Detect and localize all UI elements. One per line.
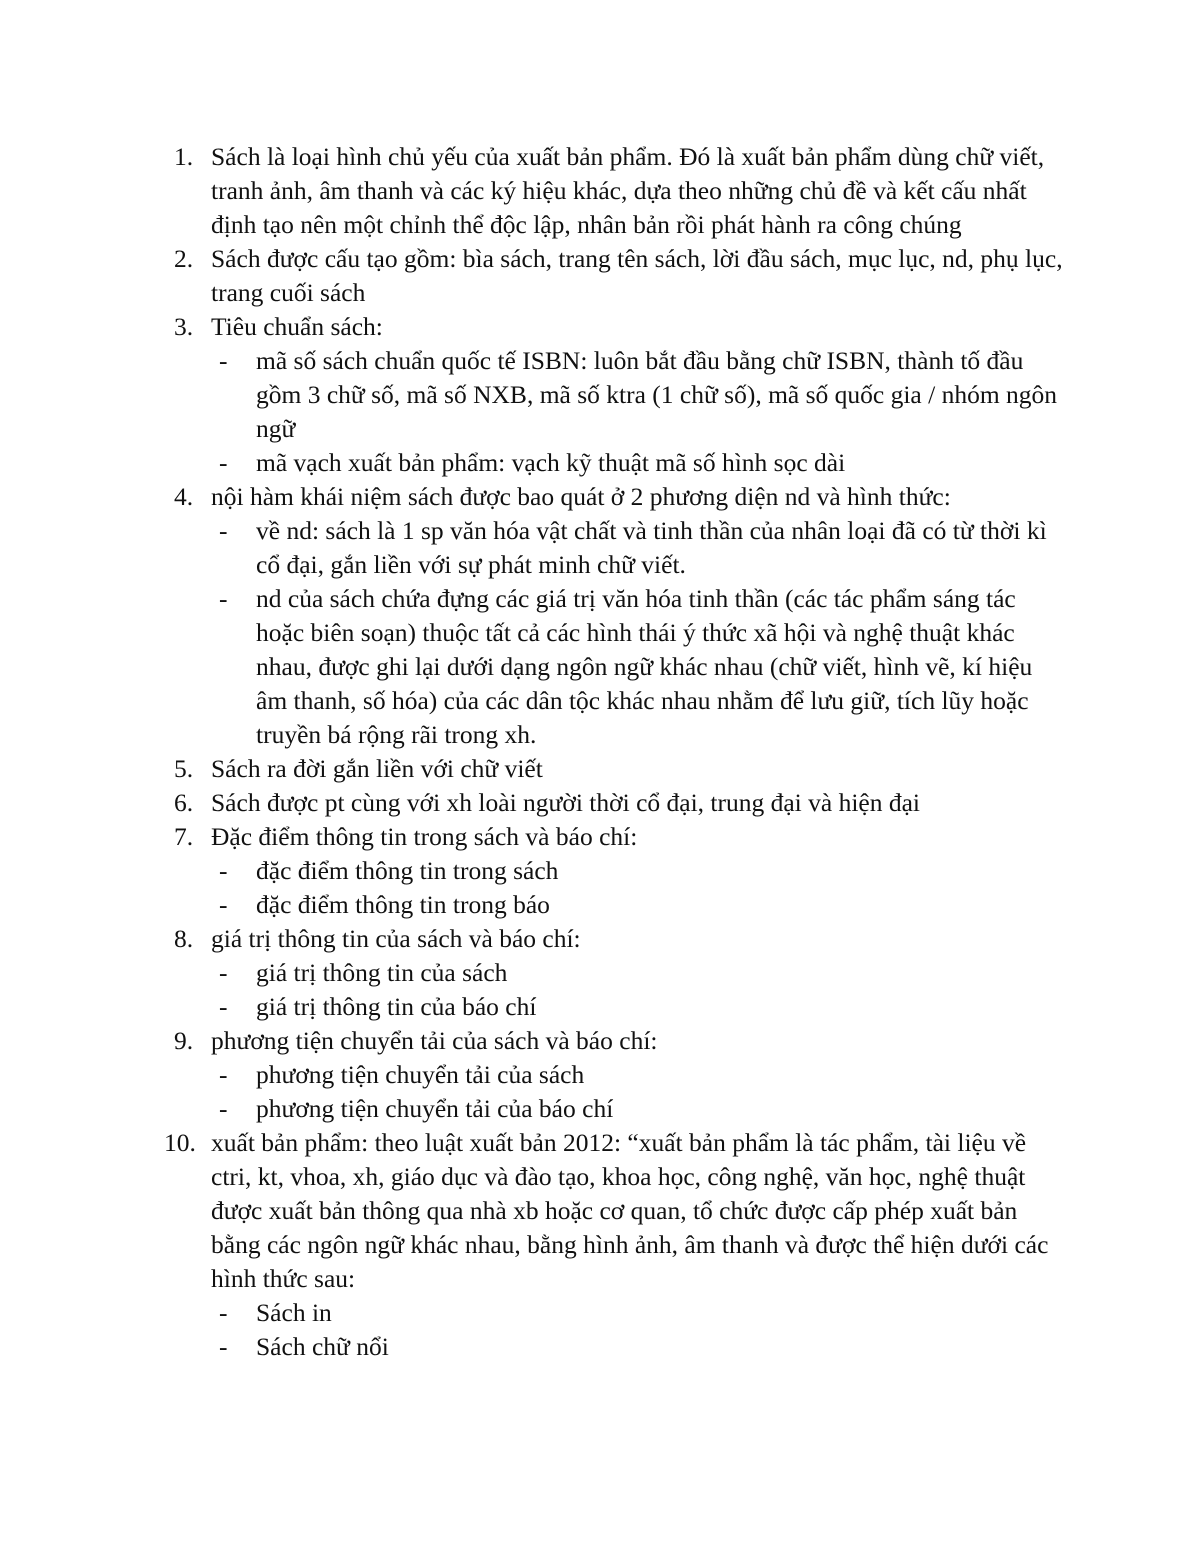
list-item-text: giá trị thông tin của sách và báo chí:: [211, 924, 581, 953]
sub-item-text: giá trị thông tin của sách: [256, 958, 508, 987]
bullet-dash: -: [219, 1332, 228, 1361]
sub-item: [0, 854, 1066, 888]
bullet-dash: -: [219, 890, 228, 919]
list-item-4: [0, 480, 1066, 514]
sub-item-text: về nd: sách là 1 sp văn hóa vật chất và tinh thần của nhân loại đã có từ thời kì cổ đại, gắn liền với sự phát minh chữ viết.: [256, 516, 1047, 579]
list-item-text: nội hàm khái niệm sách được bao quát ở 2 phương diện nd và hình thức:: [211, 482, 951, 511]
list-item-1: [0, 140, 1066, 242]
sub-item-text: đặc điểm thông tin trong báo: [256, 890, 550, 919]
sub-item: [0, 1058, 1066, 1092]
document-page: [0, 140, 1200, 1364]
list-item-8: [0, 922, 1066, 956]
sub-item: [0, 446, 1066, 480]
sub-item-text: đặc điểm thông tin trong sách: [256, 856, 559, 885]
bullet-dash: -: [219, 448, 228, 477]
list-item-7: [0, 820, 1066, 854]
sub-item-text: giá trị thông tin của báo chí: [256, 992, 537, 1021]
sub-item: [0, 1330, 1066, 1364]
list-item-text: phương tiện chuyển tải của sách và báo chí:: [211, 1026, 658, 1055]
bullet-dash: -: [219, 584, 228, 613]
list-number: 6.: [174, 788, 194, 817]
sub-item-text: phương tiện chuyển tải của báo chí: [256, 1094, 614, 1123]
list-number: 9.: [174, 1026, 194, 1055]
bullet-dash: -: [219, 856, 228, 885]
sub-item-text: mã vạch xuất bản phẩm: vạch kỹ thuật mã số hình sọc dài: [256, 448, 846, 477]
list-item-text: Sách ra đời gắn liền với chữ viết: [211, 754, 543, 783]
list-item-5: [0, 752, 1066, 786]
list-item-text: xuất bản phẩm: theo luật xuất bản 2012: “xuất bản phẩm là tác phẩm, tài liệu về ctri, kt, vhoa, xh, giáo dục và đào tạo, khoa học, công nghệ, văn học, nghệ thuật được xuất bản thông qua nhà xb hoặc cơ quan, tổ chức được cấp phép xuất bản bằng các ngôn ngữ khác nhau, bằng hình ảnh, âm thanh và được thể hiện dưới các hình thức sau:: [211, 1128, 1049, 1293]
list-item-9: [0, 1024, 1066, 1058]
bullet-dash: -: [219, 1094, 228, 1123]
bullet-dash: -: [219, 958, 228, 987]
list-number: 10.: [164, 1128, 196, 1157]
sub-item-text: Sách chữ nổi: [256, 1332, 389, 1361]
list-number: 5.: [174, 754, 194, 783]
list-item-text: Tiêu chuẩn sách:: [211, 312, 383, 341]
sub-item: [0, 1296, 1066, 1330]
list-item-text: Sách được cấu tạo gồm: bìa sách, trang tên sách, lời đầu sách, mục lục, nd, phụ lục, trang cuối sách: [211, 244, 1063, 307]
sub-item: [0, 344, 1066, 446]
list-number: 8.: [174, 924, 194, 953]
list-item-10: [0, 1126, 1066, 1296]
sub-item-text: mã số sách chuẩn quốc tế ISBN: luôn bắt đầu bằng chữ ISBN, thành tố đầu gồm 3 chữ số, mã số NXB, mã số ktra (1 chữ số), mã số quốc gia / nhóm ngôn ngữ: [256, 346, 1058, 443]
bullet-dash: -: [219, 516, 228, 545]
list-item-3: [0, 310, 1066, 344]
list-item-text: Đặc điểm thông tin trong sách và báo chí:: [211, 822, 638, 851]
sub-item-text: phương tiện chuyển tải của sách: [256, 1060, 585, 1089]
bullet-dash: -: [219, 1298, 228, 1327]
list-item-text: Sách được pt cùng với xh loài người thời cổ đại, trung đại và hiện đại: [211, 788, 921, 817]
bullet-dash: -: [219, 1060, 228, 1089]
sub-item: [0, 582, 1066, 752]
sub-item-text: nd của sách chứa đựng các giá trị văn hóa tinh thần (các tác phẩm sáng tác hoặc biên soạn) thuộc tất cả các hình thái ý thức xã hội và nghệ thuật khác nhau, được ghi lại dưới dạng ngôn ngữ khác nhau (chữ viết, hình vẽ, kí hiệu âm thanh, số hóa) của các dân tộc khác nhau nhằm để lưu giữ, tích lũy hoặc truyền bá rộng rãi trong xh.: [256, 584, 1033, 749]
list-number: 7.: [174, 822, 194, 851]
list-number: 1.: [174, 142, 194, 171]
sub-item: [0, 990, 1066, 1024]
list-item-6: [0, 786, 1066, 820]
list-number: 2.: [174, 244, 194, 273]
list-item-2: [0, 242, 1066, 310]
sub-item: [0, 888, 1066, 922]
sub-item-text: Sách in: [256, 1298, 332, 1327]
sub-item: [0, 956, 1066, 990]
list-item-text: Sách là loại hình chủ yếu của xuất bản phẩm. Đó là xuất bản phẩm dùng chữ viết, tranh ảnh, âm thanh và các ký hiệu khác, dựa theo những chủ đề và kết cấu nhất định tạo nên một chỉnh thể độc lập, nhân bản rồi phát hành ra công chúng: [211, 142, 1045, 239]
bullet-dash: -: [219, 992, 228, 1021]
sub-item: [0, 1092, 1066, 1126]
list-number: 4.: [174, 482, 194, 511]
bullet-dash: -: [219, 346, 228, 375]
list-number: 3.: [174, 312, 194, 341]
sub-item: [0, 514, 1066, 582]
